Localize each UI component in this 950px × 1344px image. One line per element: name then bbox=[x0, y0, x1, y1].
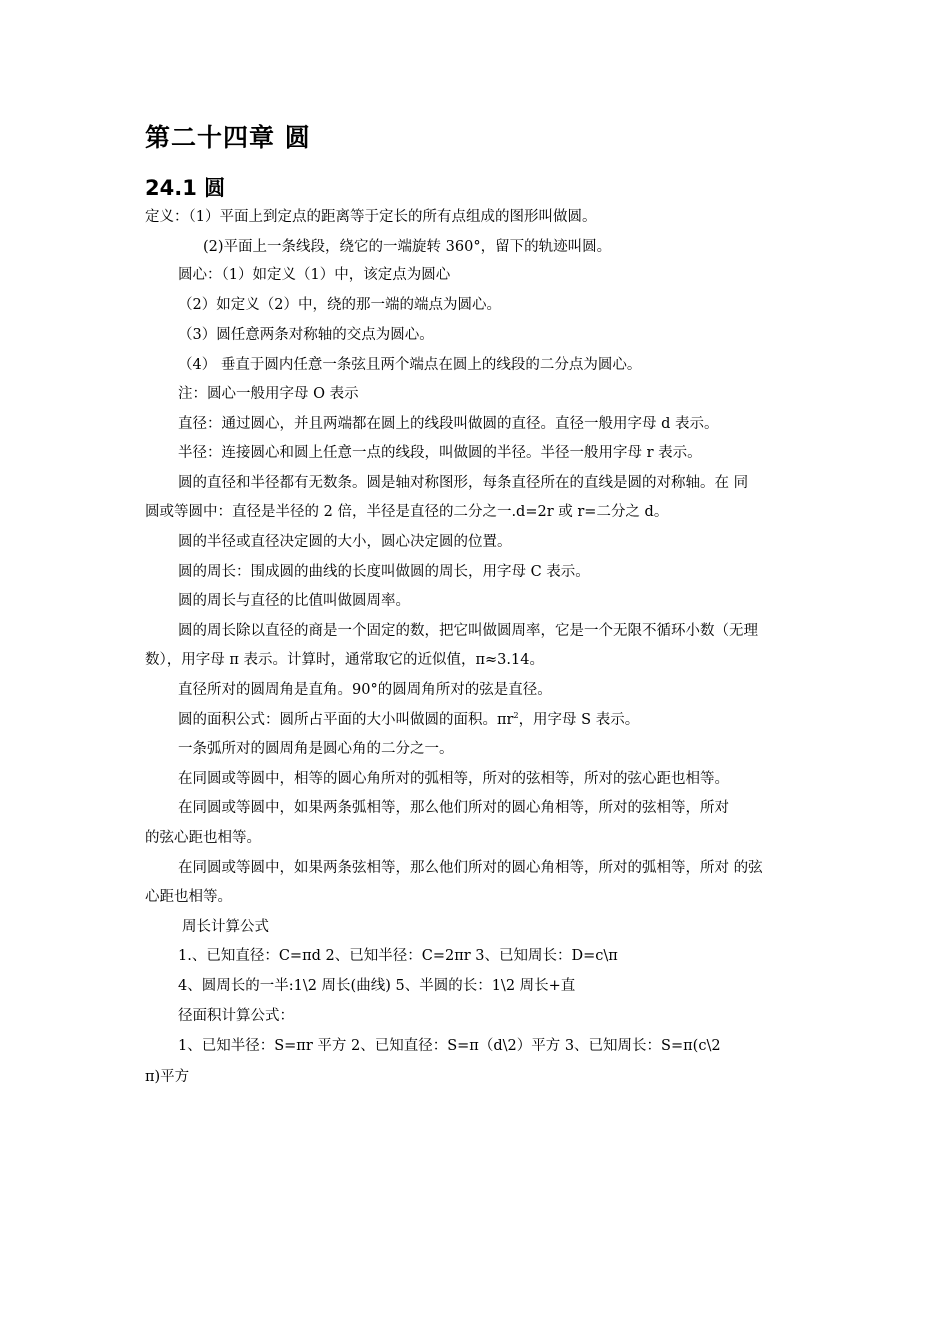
diameter-def: 直径：通过圆心，并且两端都在圆上的线段叫做圆的直径。直径一般用字母 d 表示。 bbox=[178, 416, 719, 432]
paragraph-line: 在同圆或等圆中，相等的圆心角所对的弧相等，所对的弦相等，所对的弦心距也相等。 bbox=[178, 771, 729, 787]
paragraph-line: 数），用字母 π 表示。计算时，通常取它的近似值，π≈3.14。 bbox=[145, 652, 544, 668]
paragraph-line: 心距也相等。 bbox=[145, 889, 232, 905]
formula-line: 4、圆周长的一半:1\2 周长(曲线) 5、半圆的长：1\2 周长+直 bbox=[178, 978, 576, 994]
note-center: 注：圆心一般用字母 O 表示 bbox=[178, 386, 359, 402]
center-1: 圆心：（1）如定义（1）中，该定点为圆心 bbox=[178, 267, 451, 283]
circumference-def: 圆的周长：围成圆的曲线的长度叫做圆的周长，用字母 C 表示。 bbox=[178, 564, 590, 580]
chapter-title: 第二十四章 圆 bbox=[145, 123, 311, 152]
area-heading: 径面积计算公式： bbox=[178, 1008, 294, 1024]
paragraph-line: 圆或等圆中：直径是半径的 2 倍，半径是直径的二分之一.d=2r 或 r=二分之 d。 bbox=[145, 504, 669, 520]
perimeter-heading: 周长计算公式 bbox=[182, 919, 269, 935]
area-formula bbox=[178, 710, 639, 730]
paragraph-line: 圆的直径和半径都有无数条。圆是轴对称图形，每条直径所在的直线是圆的对称轴。在 同 bbox=[178, 475, 749, 491]
pi-def: 圆的周长与直径的比值叫做圆周率。 bbox=[178, 593, 410, 609]
paragraph-line: 圆的周长除以直径的商是一个固定的数，把它叫做圆周率，它是一个无限不循环小数（无理 bbox=[178, 623, 758, 639]
formula-line: π)平方 bbox=[145, 1069, 190, 1085]
paragraph-line: 直径所对的圆周角是直角。90°的圆周角所对的弦是直径。 bbox=[178, 682, 552, 698]
area-text: 圆的面积公式：圆所占平面的大小叫做圆的面积。πr bbox=[178, 712, 514, 728]
definition-1: 定义：（1）平面上到定点的距离等于定长的所有点组成的图形叫做圆。 bbox=[145, 209, 597, 225]
formula-line: 1、已知半径：S=πr 平方 2、已知直径：S=π（d\2）平方 3、已知周长：S=π(c\2 bbox=[178, 1038, 721, 1054]
formula-line: 1.、已知直径：C=πd 2、已知半径：C=2πr 3、已知周长：D=c\π bbox=[178, 948, 618, 964]
section-title: 24.1 圆 bbox=[145, 176, 226, 200]
definition-2: (2)平面上一条线段，绕它的一端旋转 360°，留下的轨迹叫圆。 bbox=[203, 239, 612, 255]
center-3: （3）圆任意两条对称轴的交点为圆心。 bbox=[178, 327, 434, 343]
paragraph-line: 在同圆或等圆中，如果两条弧相等，那么他们所对的圆心角相等，所对的弦相等，所对 bbox=[178, 800, 729, 816]
paragraph-line: 一条弧所对的圆周角是圆心角的二分之一。 bbox=[178, 741, 454, 757]
area-text-end: ，用字母 S 表示。 bbox=[518, 712, 640, 728]
paragraph-line: 在同圆或等圆中，如果两条弦相等，那么他们所对的圆心角相等，所对的弧相等，所对 的弦 bbox=[178, 860, 763, 876]
paragraph-line: 圆的半径或直径决定圆的大小，圆心决定圆的位置。 bbox=[178, 534, 512, 550]
paragraph-line: 的弦心距也相等。 bbox=[145, 830, 261, 846]
center-2: （2）如定义（2）中，绕的那一端的端点为圆心。 bbox=[178, 297, 501, 313]
superscript: 2 bbox=[513, 711, 519, 721]
radius-def: 半径：连接圆心和圆上任意一点的线段，叫做圆的半径。半径一般用字母 r 表示。 bbox=[178, 445, 702, 461]
center-4: （4） 垂直于圆内任意一条弦且两个端点在圆上的线段的二分点为圆心。 bbox=[178, 357, 642, 373]
